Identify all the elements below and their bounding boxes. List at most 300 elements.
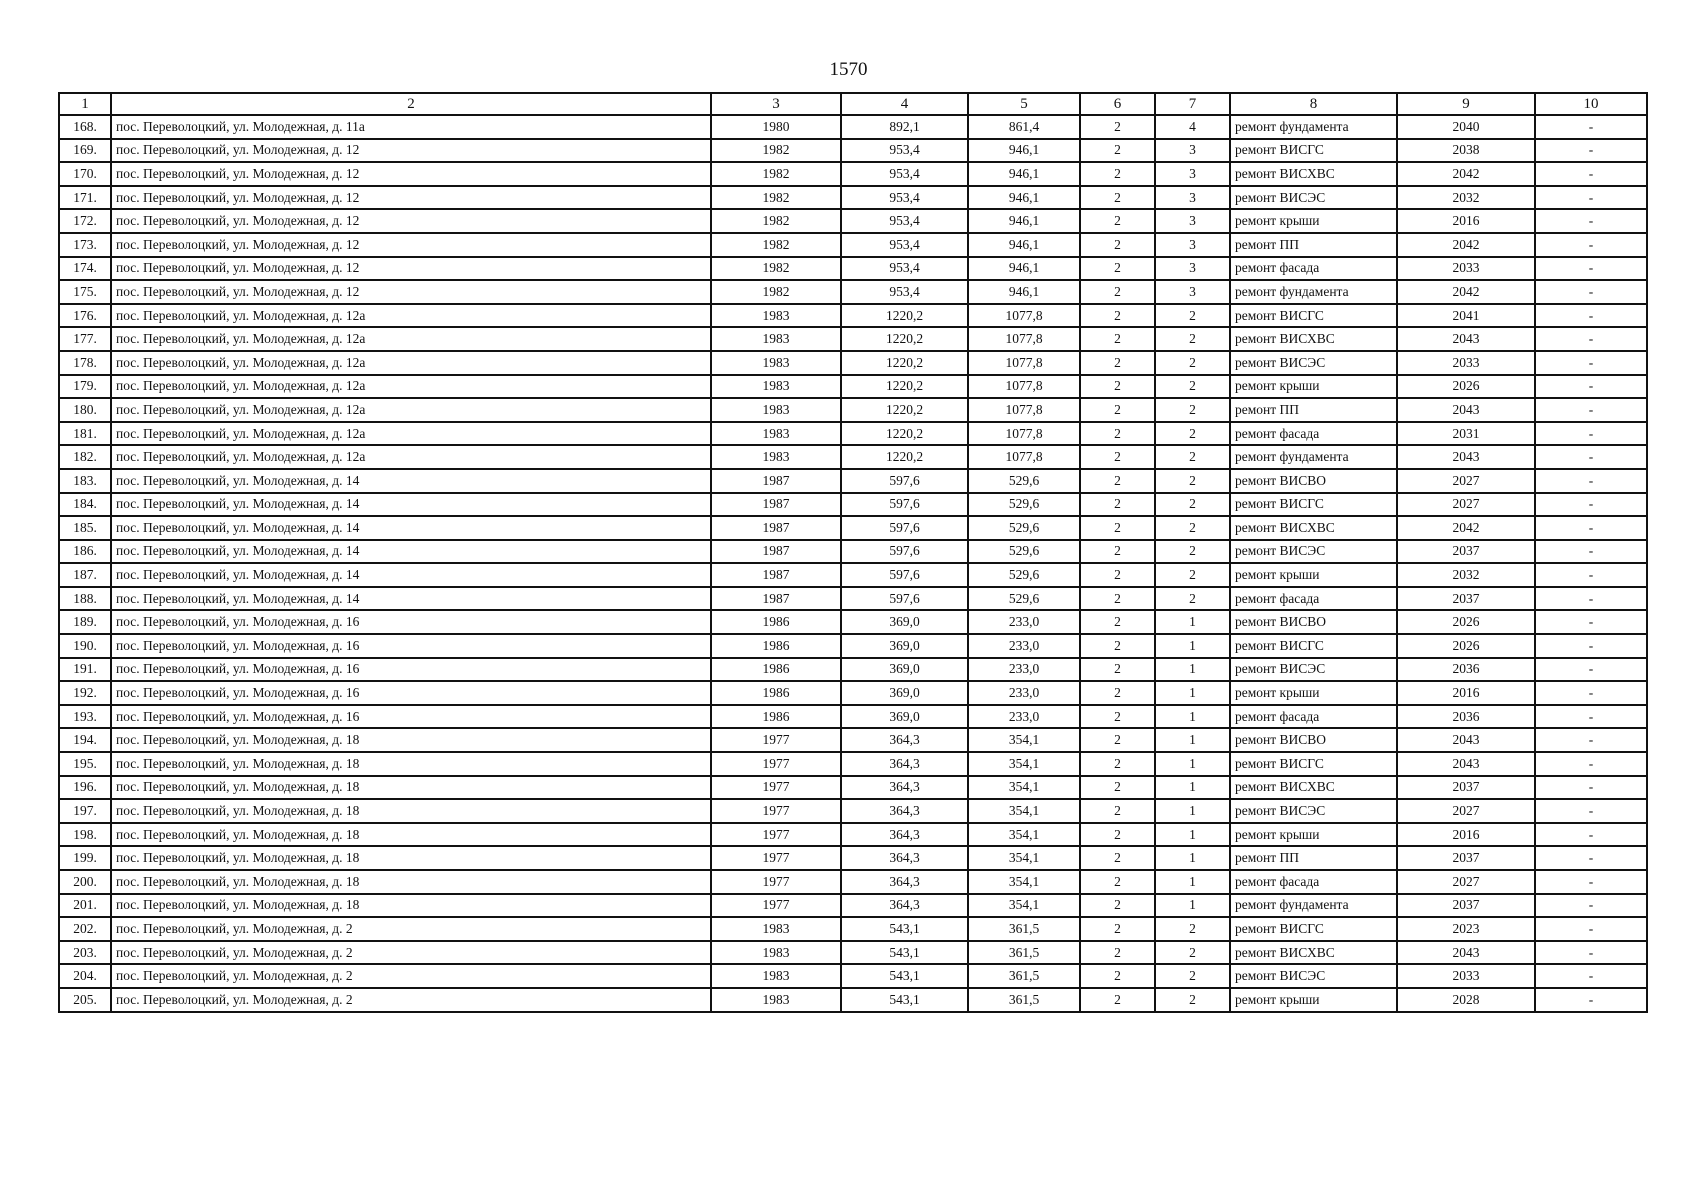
work-type-cell: ремонт ВИСГС bbox=[1230, 917, 1397, 941]
table-row bbox=[59, 658, 1647, 682]
planned-year-cell: 2036 bbox=[1397, 705, 1535, 729]
table-row bbox=[59, 233, 1647, 257]
address-cell: пос. Переволоцкий, ул. Молодежная, д. 18 bbox=[111, 894, 711, 918]
living-area-cell: 354,1 bbox=[968, 776, 1080, 800]
planned-year-cell: 2031 bbox=[1397, 422, 1535, 446]
work-type-cell: ремонт ВИСЭС bbox=[1230, 658, 1397, 682]
cell-10: - bbox=[1535, 469, 1647, 493]
table-row bbox=[59, 705, 1647, 729]
cell-6: 2 bbox=[1080, 139, 1155, 163]
total-area-cell: 953,4 bbox=[841, 257, 968, 281]
cell-6: 2 bbox=[1080, 823, 1155, 847]
cell-10: - bbox=[1535, 540, 1647, 564]
total-area-cell: 597,6 bbox=[841, 516, 968, 540]
row-number-cell: 173. bbox=[59, 233, 111, 257]
address-cell: пос. Переволоцкий, ул. Молодежная, д. 18 bbox=[111, 823, 711, 847]
row-number-cell: 201. bbox=[59, 894, 111, 918]
year-cell: 1977 bbox=[711, 776, 841, 800]
address-cell: пос. Переволоцкий, ул. Молодежная, д. 12 bbox=[111, 280, 711, 304]
table-row bbox=[59, 209, 1647, 233]
year-cell: 1982 bbox=[711, 257, 841, 281]
row-number-cell: 171. bbox=[59, 186, 111, 210]
address-cell: пос. Переволоцкий, ул. Молодежная, д. 12а bbox=[111, 398, 711, 422]
cell-10: - bbox=[1535, 563, 1647, 587]
cell-6: 2 bbox=[1080, 776, 1155, 800]
cell-6: 2 bbox=[1080, 209, 1155, 233]
living-area-cell: 1077,8 bbox=[968, 327, 1080, 351]
address-cell: пос. Переволоцкий, ул. Молодежная, д. 14 bbox=[111, 493, 711, 517]
work-type-cell: ремонт фундамента bbox=[1230, 445, 1397, 469]
total-area-cell: 597,6 bbox=[841, 587, 968, 611]
row-number-cell: 205. bbox=[59, 988, 111, 1012]
address-cell: пос. Переволоцкий, ул. Молодежная, д. 2 bbox=[111, 941, 711, 965]
planned-year-cell: 2042 bbox=[1397, 280, 1535, 304]
table-row bbox=[59, 917, 1647, 941]
cell-7: 2 bbox=[1155, 516, 1230, 540]
page-number: 1570 bbox=[829, 59, 868, 80]
cell-6: 2 bbox=[1080, 422, 1155, 446]
row-number-cell: 180. bbox=[59, 398, 111, 422]
total-area-cell: 543,1 bbox=[841, 917, 968, 941]
total-area-cell: 364,3 bbox=[841, 823, 968, 847]
address-cell: пос. Переволоцкий, ул. Молодежная, д. 18 bbox=[111, 870, 711, 894]
cell-7: 3 bbox=[1155, 162, 1230, 186]
cell-6: 2 bbox=[1080, 870, 1155, 894]
work-type-cell: ремонт ВИСГС bbox=[1230, 304, 1397, 328]
table-row bbox=[59, 610, 1647, 634]
cell-7: 3 bbox=[1155, 139, 1230, 163]
cell-6: 2 bbox=[1080, 233, 1155, 257]
planned-year-cell: 2033 bbox=[1397, 964, 1535, 988]
cell-10: - bbox=[1535, 587, 1647, 611]
year-cell: 1977 bbox=[711, 799, 841, 823]
year-cell: 1986 bbox=[711, 634, 841, 658]
cell-6: 2 bbox=[1080, 162, 1155, 186]
cell-10: - bbox=[1535, 634, 1647, 658]
work-type-cell: ремонт ПП bbox=[1230, 846, 1397, 870]
year-cell: 1982 bbox=[711, 209, 841, 233]
work-type-cell: ремонт фундамента bbox=[1230, 115, 1397, 139]
column-header-1: 1 bbox=[59, 93, 111, 115]
year-cell: 1983 bbox=[711, 304, 841, 328]
total-area-cell: 1220,2 bbox=[841, 422, 968, 446]
address-cell: пос. Переволоцкий, ул. Молодежная, д. 14 bbox=[111, 469, 711, 493]
living-area-cell: 529,6 bbox=[968, 587, 1080, 611]
year-cell: 1983 bbox=[711, 445, 841, 469]
year-cell: 1983 bbox=[711, 988, 841, 1012]
column-header-7: 7 bbox=[1155, 93, 1230, 115]
row-number-cell: 170. bbox=[59, 162, 111, 186]
cell-10: - bbox=[1535, 304, 1647, 328]
year-cell: 1977 bbox=[711, 752, 841, 776]
cell-7: 1 bbox=[1155, 870, 1230, 894]
work-type-cell: ремонт фасада bbox=[1230, 257, 1397, 281]
total-area-cell: 892,1 bbox=[841, 115, 968, 139]
address-cell: пос. Переволоцкий, ул. Молодежная, д. 12 bbox=[111, 233, 711, 257]
cell-10: - bbox=[1535, 186, 1647, 210]
address-cell: пос. Переволоцкий, ул. Молодежная, д. 2 bbox=[111, 917, 711, 941]
work-type-cell: ремонт ВИСХВС bbox=[1230, 516, 1397, 540]
year-cell: 1983 bbox=[711, 327, 841, 351]
cell-10: - bbox=[1535, 799, 1647, 823]
address-cell: пос. Переволоцкий, ул. Молодежная, д. 16 bbox=[111, 634, 711, 658]
work-type-cell: ремонт крыши bbox=[1230, 823, 1397, 847]
cell-7: 2 bbox=[1155, 327, 1230, 351]
total-area-cell: 543,1 bbox=[841, 964, 968, 988]
cell-6: 2 bbox=[1080, 398, 1155, 422]
total-area-cell: 953,4 bbox=[841, 233, 968, 257]
address-cell: пос. Переволоцкий, ул. Молодежная, д. 12 bbox=[111, 257, 711, 281]
total-area-cell: 369,0 bbox=[841, 705, 968, 729]
planned-year-cell: 2043 bbox=[1397, 752, 1535, 776]
cell-6: 2 bbox=[1080, 658, 1155, 682]
table-row bbox=[59, 375, 1647, 399]
table-row bbox=[59, 681, 1647, 705]
cell-6: 2 bbox=[1080, 115, 1155, 139]
planned-year-cell: 2026 bbox=[1397, 375, 1535, 399]
row-number-cell: 203. bbox=[59, 941, 111, 965]
cell-7: 2 bbox=[1155, 398, 1230, 422]
living-area-cell: 354,1 bbox=[968, 728, 1080, 752]
cell-10: - bbox=[1535, 375, 1647, 399]
total-area-cell: 597,6 bbox=[841, 540, 968, 564]
total-area-cell: 364,3 bbox=[841, 894, 968, 918]
planned-year-cell: 2042 bbox=[1397, 233, 1535, 257]
row-number-cell: 190. bbox=[59, 634, 111, 658]
planned-year-cell: 2032 bbox=[1397, 563, 1535, 587]
address-cell: пос. Переволоцкий, ул. Молодежная, д. 18 bbox=[111, 752, 711, 776]
work-type-cell: ремонт ПП bbox=[1230, 398, 1397, 422]
cell-7: 3 bbox=[1155, 186, 1230, 210]
cell-7: 2 bbox=[1155, 964, 1230, 988]
row-number-cell: 178. bbox=[59, 351, 111, 375]
cell-6: 2 bbox=[1080, 634, 1155, 658]
work-type-cell: ремонт ВИСЭС bbox=[1230, 964, 1397, 988]
work-type-cell: ремонт фундамента bbox=[1230, 280, 1397, 304]
cell-10: - bbox=[1535, 493, 1647, 517]
cell-7: 1 bbox=[1155, 728, 1230, 752]
table-row bbox=[59, 445, 1647, 469]
address-cell: пос. Переволоцкий, ул. Молодежная, д. 12а bbox=[111, 375, 711, 399]
row-number-cell: 181. bbox=[59, 422, 111, 446]
address-cell: пос. Переволоцкий, ул. Молодежная, д. 16 bbox=[111, 705, 711, 729]
cell-10: - bbox=[1535, 516, 1647, 540]
cell-7: 2 bbox=[1155, 493, 1230, 517]
table-row bbox=[59, 941, 1647, 965]
year-cell: 1986 bbox=[711, 658, 841, 682]
year-cell: 1983 bbox=[711, 941, 841, 965]
year-cell: 1983 bbox=[711, 917, 841, 941]
cell-7: 2 bbox=[1155, 445, 1230, 469]
cell-6: 2 bbox=[1080, 445, 1155, 469]
cell-10: - bbox=[1535, 823, 1647, 847]
cell-7: 2 bbox=[1155, 917, 1230, 941]
year-cell: 1983 bbox=[711, 375, 841, 399]
cell-7: 1 bbox=[1155, 610, 1230, 634]
year-cell: 1983 bbox=[711, 964, 841, 988]
cell-7: 1 bbox=[1155, 681, 1230, 705]
row-number-cell: 184. bbox=[59, 493, 111, 517]
year-cell: 1980 bbox=[711, 115, 841, 139]
year-cell: 1982 bbox=[711, 186, 841, 210]
address-cell: пос. Переволоцкий, ул. Молодежная, д. 11а bbox=[111, 115, 711, 139]
planned-year-cell: 2016 bbox=[1397, 823, 1535, 847]
living-area-cell: 529,6 bbox=[968, 540, 1080, 564]
total-area-cell: 597,6 bbox=[841, 493, 968, 517]
living-area-cell: 233,0 bbox=[968, 610, 1080, 634]
column-header-3: 3 bbox=[711, 93, 841, 115]
year-cell: 1987 bbox=[711, 469, 841, 493]
address-cell: пос. Переволоцкий, ул. Молодежная, д. 12а bbox=[111, 422, 711, 446]
year-cell: 1982 bbox=[711, 280, 841, 304]
cell-7: 1 bbox=[1155, 705, 1230, 729]
cell-6: 2 bbox=[1080, 587, 1155, 611]
cell-6: 2 bbox=[1080, 917, 1155, 941]
year-cell: 1977 bbox=[711, 728, 841, 752]
work-type-cell: ремонт ВИСГС bbox=[1230, 139, 1397, 163]
cell-10: - bbox=[1535, 728, 1647, 752]
year-cell: 1987 bbox=[711, 540, 841, 564]
total-area-cell: 953,4 bbox=[841, 280, 968, 304]
cell-6: 2 bbox=[1080, 941, 1155, 965]
total-area-cell: 364,3 bbox=[841, 846, 968, 870]
cell-7: 2 bbox=[1155, 540, 1230, 564]
planned-year-cell: 2033 bbox=[1397, 257, 1535, 281]
total-area-cell: 543,1 bbox=[841, 988, 968, 1012]
address-cell: пос. Переволоцкий, ул. Молодежная, д. 16 bbox=[111, 610, 711, 634]
address-cell: пос. Переволоцкий, ул. Молодежная, д. 18 bbox=[111, 846, 711, 870]
cell-7: 2 bbox=[1155, 563, 1230, 587]
cell-6: 2 bbox=[1080, 728, 1155, 752]
row-number-cell: 179. bbox=[59, 375, 111, 399]
column-header-4: 4 bbox=[841, 93, 968, 115]
work-type-cell: ремонт ПП bbox=[1230, 233, 1397, 257]
planned-year-cell: 2036 bbox=[1397, 658, 1535, 682]
living-area-cell: 946,1 bbox=[968, 186, 1080, 210]
living-area-cell: 946,1 bbox=[968, 162, 1080, 186]
work-type-cell: ремонт ВИСГС bbox=[1230, 634, 1397, 658]
row-number-cell: 195. bbox=[59, 752, 111, 776]
table-row bbox=[59, 304, 1647, 328]
cell-7: 2 bbox=[1155, 351, 1230, 375]
total-area-cell: 953,4 bbox=[841, 162, 968, 186]
cell-10: - bbox=[1535, 752, 1647, 776]
table-row bbox=[59, 634, 1647, 658]
column-header-8: 8 bbox=[1230, 93, 1397, 115]
cell-7: 1 bbox=[1155, 894, 1230, 918]
total-area-cell: 953,4 bbox=[841, 209, 968, 233]
table-row bbox=[59, 186, 1647, 210]
living-area-cell: 1077,8 bbox=[968, 398, 1080, 422]
cell-6: 2 bbox=[1080, 563, 1155, 587]
cell-7: 1 bbox=[1155, 823, 1230, 847]
total-area-cell: 369,0 bbox=[841, 681, 968, 705]
work-type-cell: ремонт ВИСВО bbox=[1230, 610, 1397, 634]
total-area-cell: 953,4 bbox=[841, 186, 968, 210]
cell-10: - bbox=[1535, 917, 1647, 941]
cell-6: 2 bbox=[1080, 375, 1155, 399]
table-row bbox=[59, 398, 1647, 422]
work-type-cell: ремонт ВИСВО bbox=[1230, 728, 1397, 752]
cell-10: - bbox=[1535, 280, 1647, 304]
year-cell: 1983 bbox=[711, 398, 841, 422]
work-type-cell: ремонт ВИСВО bbox=[1230, 469, 1397, 493]
living-area-cell: 233,0 bbox=[968, 658, 1080, 682]
cell-10: - bbox=[1535, 681, 1647, 705]
year-cell: 1983 bbox=[711, 351, 841, 375]
cell-10: - bbox=[1535, 846, 1647, 870]
living-area-cell: 354,1 bbox=[968, 846, 1080, 870]
living-area-cell: 354,1 bbox=[968, 799, 1080, 823]
table-row bbox=[59, 493, 1647, 517]
cell-10: - bbox=[1535, 257, 1647, 281]
cell-10: - bbox=[1535, 894, 1647, 918]
row-number-cell: 197. bbox=[59, 799, 111, 823]
cell-7: 2 bbox=[1155, 304, 1230, 328]
total-area-cell: 597,6 bbox=[841, 563, 968, 587]
cell-6: 2 bbox=[1080, 280, 1155, 304]
row-number-cell: 186. bbox=[59, 540, 111, 564]
planned-year-cell: 2042 bbox=[1397, 162, 1535, 186]
work-type-cell: ремонт ВИСХВС bbox=[1230, 162, 1397, 186]
planned-year-cell: 2026 bbox=[1397, 634, 1535, 658]
planned-year-cell: 2040 bbox=[1397, 115, 1535, 139]
year-cell: 1987 bbox=[711, 516, 841, 540]
year-cell: 1977 bbox=[711, 846, 841, 870]
living-area-cell: 529,6 bbox=[968, 493, 1080, 517]
table-row bbox=[59, 964, 1647, 988]
living-area-cell: 354,1 bbox=[968, 870, 1080, 894]
cell-6: 2 bbox=[1080, 752, 1155, 776]
row-number-cell: 204. bbox=[59, 964, 111, 988]
table-row bbox=[59, 870, 1647, 894]
work-type-cell: ремонт фасада bbox=[1230, 705, 1397, 729]
address-cell: пос. Переволоцкий, ул. Молодежная, д. 12 bbox=[111, 209, 711, 233]
planned-year-cell: 2037 bbox=[1397, 894, 1535, 918]
planned-year-cell: 2028 bbox=[1397, 988, 1535, 1012]
living-area-cell: 1077,8 bbox=[968, 351, 1080, 375]
cell-10: - bbox=[1535, 964, 1647, 988]
row-number-cell: 168. bbox=[59, 115, 111, 139]
planned-year-cell: 2016 bbox=[1397, 209, 1535, 233]
total-area-cell: 953,4 bbox=[841, 139, 968, 163]
cell-7: 2 bbox=[1155, 587, 1230, 611]
year-cell: 1977 bbox=[711, 823, 841, 847]
work-type-cell: ремонт крыши bbox=[1230, 375, 1397, 399]
table-row bbox=[59, 162, 1647, 186]
address-cell: пос. Переволоцкий, ул. Молодежная, д. 12 bbox=[111, 139, 711, 163]
table-row bbox=[59, 823, 1647, 847]
address-cell: пос. Переволоцкий, ул. Молодежная, д. 12а bbox=[111, 351, 711, 375]
cell-7: 1 bbox=[1155, 634, 1230, 658]
cell-6: 2 bbox=[1080, 610, 1155, 634]
work-type-cell: ремонт ВИСГС bbox=[1230, 752, 1397, 776]
table-row bbox=[59, 894, 1647, 918]
living-area-cell: 861,4 bbox=[968, 115, 1080, 139]
living-area-cell: 946,1 bbox=[968, 233, 1080, 257]
work-type-cell: ремонт фасада bbox=[1230, 587, 1397, 611]
housing-repair-table bbox=[58, 92, 1648, 1013]
cell-10: - bbox=[1535, 209, 1647, 233]
cell-6: 2 bbox=[1080, 493, 1155, 517]
planned-year-cell: 2027 bbox=[1397, 799, 1535, 823]
address-cell: пос. Переволоцкий, ул. Молодежная, д. 18 bbox=[111, 799, 711, 823]
cell-7: 1 bbox=[1155, 799, 1230, 823]
total-area-cell: 364,3 bbox=[841, 870, 968, 894]
cell-7: 1 bbox=[1155, 776, 1230, 800]
planned-year-cell: 2043 bbox=[1397, 941, 1535, 965]
total-area-cell: 597,6 bbox=[841, 469, 968, 493]
living-area-cell: 233,0 bbox=[968, 705, 1080, 729]
row-number-cell: 172. bbox=[59, 209, 111, 233]
year-cell: 1983 bbox=[711, 422, 841, 446]
row-number-cell: 196. bbox=[59, 776, 111, 800]
total-area-cell: 369,0 bbox=[841, 634, 968, 658]
cell-6: 2 bbox=[1080, 540, 1155, 564]
work-type-cell: ремонт крыши bbox=[1230, 209, 1397, 233]
cell-6: 2 bbox=[1080, 469, 1155, 493]
table-row bbox=[59, 799, 1647, 823]
row-number-cell: 182. bbox=[59, 445, 111, 469]
planned-year-cell: 2027 bbox=[1397, 469, 1535, 493]
address-cell: пос. Переволоцкий, ул. Молодежная, д. 14 bbox=[111, 563, 711, 587]
year-cell: 1987 bbox=[711, 493, 841, 517]
cell-10: - bbox=[1535, 139, 1647, 163]
work-type-cell: ремонт фасада bbox=[1230, 422, 1397, 446]
planned-year-cell: 2042 bbox=[1397, 516, 1535, 540]
row-number-cell: 169. bbox=[59, 139, 111, 163]
row-number-cell: 199. bbox=[59, 846, 111, 870]
planned-year-cell: 2027 bbox=[1397, 493, 1535, 517]
cell-6: 2 bbox=[1080, 304, 1155, 328]
work-type-cell: ремонт крыши bbox=[1230, 988, 1397, 1012]
year-cell: 1977 bbox=[711, 870, 841, 894]
table-row bbox=[59, 516, 1647, 540]
cell-10: - bbox=[1535, 610, 1647, 634]
cell-6: 2 bbox=[1080, 799, 1155, 823]
cell-10: - bbox=[1535, 705, 1647, 729]
cell-10: - bbox=[1535, 422, 1647, 446]
cell-7: 3 bbox=[1155, 257, 1230, 281]
cell-10: - bbox=[1535, 445, 1647, 469]
living-area-cell: 946,1 bbox=[968, 139, 1080, 163]
total-area-cell: 1220,2 bbox=[841, 445, 968, 469]
living-area-cell: 233,0 bbox=[968, 634, 1080, 658]
living-area-cell: 1077,8 bbox=[968, 445, 1080, 469]
row-number-cell: 202. bbox=[59, 917, 111, 941]
cell-10: - bbox=[1535, 941, 1647, 965]
address-cell: пос. Переволоцкий, ул. Молодежная, д. 14 bbox=[111, 540, 711, 564]
cell-10: - bbox=[1535, 327, 1647, 351]
planned-year-cell: 2026 bbox=[1397, 610, 1535, 634]
planned-year-cell: 2037 bbox=[1397, 587, 1535, 611]
cell-7: 2 bbox=[1155, 988, 1230, 1012]
cell-7: 2 bbox=[1155, 469, 1230, 493]
cell-6: 2 bbox=[1080, 351, 1155, 375]
table-row bbox=[59, 139, 1647, 163]
table-row bbox=[59, 587, 1647, 611]
cell-7: 3 bbox=[1155, 233, 1230, 257]
work-type-cell: ремонт ВИСХВС bbox=[1230, 327, 1397, 351]
cell-10: - bbox=[1535, 115, 1647, 139]
living-area-cell: 233,0 bbox=[968, 681, 1080, 705]
cell-7: 2 bbox=[1155, 941, 1230, 965]
planned-year-cell: 2027 bbox=[1397, 870, 1535, 894]
work-type-cell: ремонт ВИСЭС bbox=[1230, 186, 1397, 210]
cell-6: 2 bbox=[1080, 894, 1155, 918]
work-type-cell: ремонт крыши bbox=[1230, 563, 1397, 587]
planned-year-cell: 2016 bbox=[1397, 681, 1535, 705]
